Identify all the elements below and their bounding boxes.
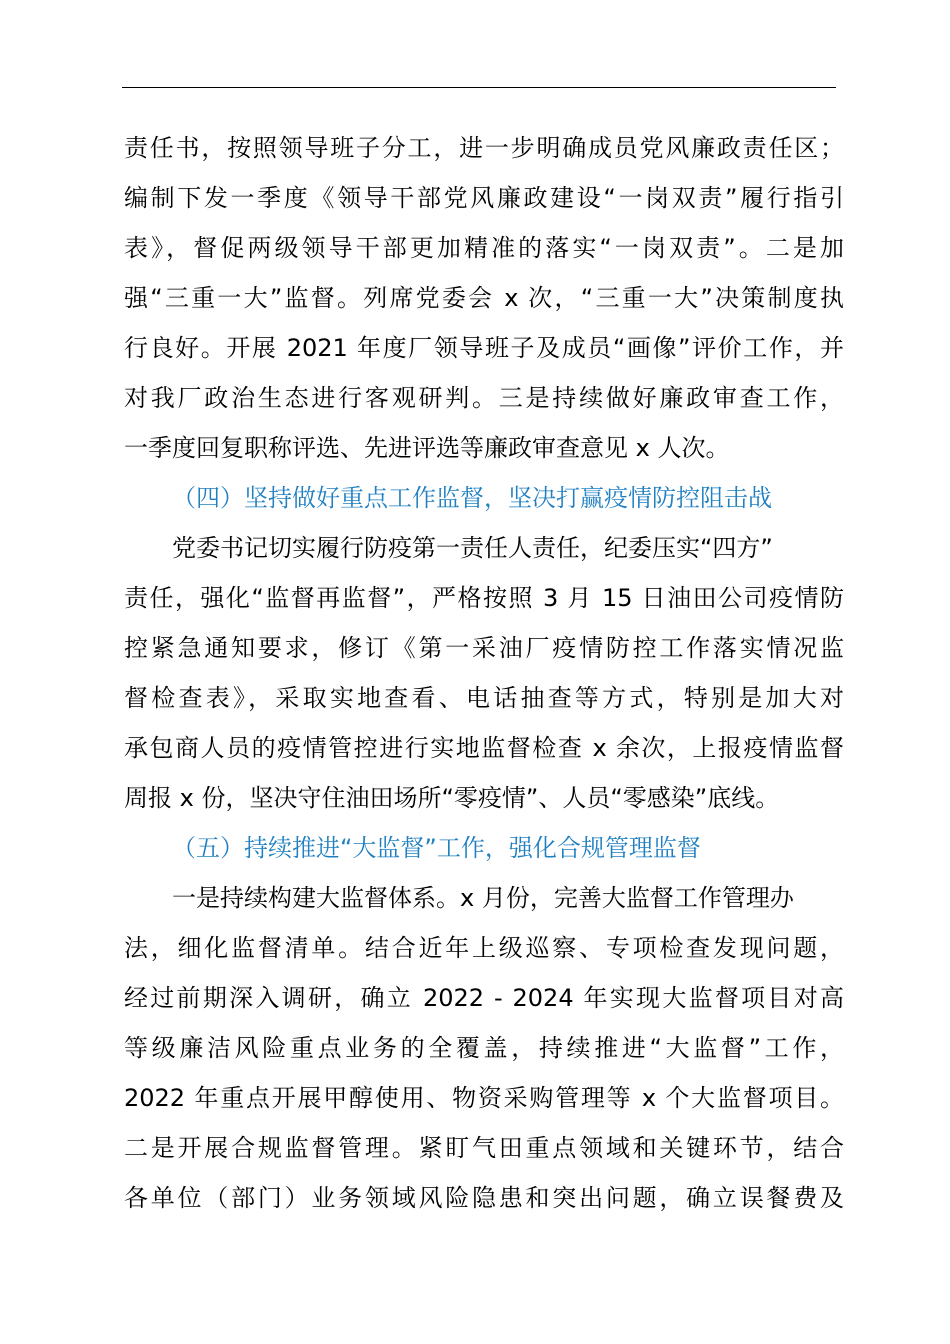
- body-line: 强“三重一大”监督。列席党委会 x 次，“三重一大”决策制度执: [124, 284, 844, 312]
- body-line: 一是持续构建大监督体系。x 月份，完善大监督工作管理办: [172, 884, 794, 912]
- body-line: 行良好。开展 2021 年度厂领导班子及成员“画像”评价工作，并: [124, 334, 844, 362]
- body-line: 2022 年重点开展甲醇使用、物资采购管理等 x 个大监督项目。: [124, 1084, 844, 1112]
- header-rule: [122, 87, 836, 88]
- body-line: 等级廉洁风险重点业务的全覆盖，持续推进“大监督”工作，: [124, 1034, 844, 1062]
- body-line: 责任，强化“监督再监督”，严格按照 3 月 15 日油田公司疫情防: [124, 584, 844, 612]
- body-line: 编制下发一季度《领导干部党风廉政建设“一岗双责”履行指引: [124, 184, 844, 212]
- body-line: 法，细化监督清单。结合近年上级巡察、专项检查发现问题，: [124, 934, 844, 962]
- section-heading-5: （五）持续推进“大监督”工作，强化合规管理监督: [172, 834, 701, 862]
- body-line: 督检查表》，采取实地查看、电话抽查等方式，特别是加大对: [124, 684, 844, 712]
- body-line: 一季度回复职称评选、先进评选等廉政审查意见 x 人次。: [124, 434, 730, 462]
- body-line: 表》，督促两级领导干部更加精准的落实“一岗双责”。二是加: [124, 234, 844, 262]
- body-line: 党委书记切实履行防疫第一责任人责任，纪委压实“四方”: [172, 534, 773, 562]
- section-heading-4: （四）坚持做好重点工作监督，坚决打赢疫情防控阻击战: [172, 484, 772, 512]
- body-line: 控紧急通知要求，修订《第一采油厂疫情防控工作落实情况监: [124, 634, 844, 662]
- body-line: 经过前期深入调研，确立 2022 - 2024 年实现大监督项目对高: [124, 984, 844, 1012]
- body-line: 对我厂政治生态进行客观研判。三是持续做好廉政审查工作，: [124, 384, 844, 412]
- body-line: 责任书，按照领导班子分工，进一步明确成员党风廉政责任区；: [124, 134, 844, 162]
- body-line: 各单位（部门）业务领域风险隐患和突出问题，确立误餐费及: [124, 1184, 844, 1212]
- body-line: 二是开展合规监督管理。紧盯气田重点领域和关键环节，结合: [124, 1134, 844, 1162]
- body-line: 周报 x 份，坚决守住油田场所“零疫情”、人员“零感染”底线。: [124, 784, 780, 812]
- body-line: 承包商人员的疫情管控进行实地监督检查 x 余次，上报疫情监督: [124, 734, 844, 762]
